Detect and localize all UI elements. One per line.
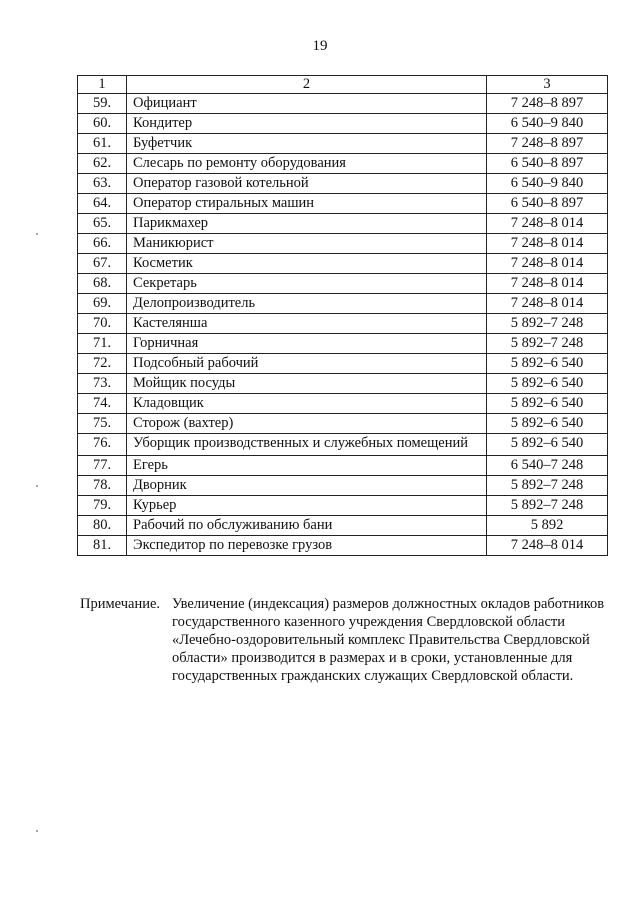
table-row bbox=[78, 274, 608, 294]
salary-range: 7 248–8 014 bbox=[487, 214, 608, 234]
scan-speck bbox=[36, 830, 38, 832]
salary-range: 7 248–8 014 bbox=[487, 234, 608, 254]
salary-range: 7 248–8 897 bbox=[487, 134, 608, 154]
row-number: 71. bbox=[78, 334, 127, 354]
position-title: Косметик bbox=[127, 254, 487, 274]
table-row bbox=[78, 354, 608, 374]
salary-range: 7 248–8 014 bbox=[487, 274, 608, 294]
table-row bbox=[78, 194, 608, 214]
table-row bbox=[78, 134, 608, 154]
salary-range: 5 892–6 540 bbox=[487, 354, 608, 374]
row-number: 65. bbox=[78, 214, 127, 234]
salary-range: 5 892–6 540 bbox=[487, 374, 608, 394]
table-row bbox=[78, 536, 608, 556]
column-header-number: 1 bbox=[78, 76, 127, 94]
salary-range: 5 892–6 540 bbox=[487, 414, 608, 434]
row-number: 60. bbox=[78, 114, 127, 134]
salary-range: 7 248–8 014 bbox=[487, 294, 608, 314]
row-number: 78. bbox=[78, 476, 127, 496]
position-title: Курьер bbox=[127, 496, 487, 516]
scan-speck bbox=[36, 485, 38, 487]
table-row bbox=[78, 374, 608, 394]
note-label: Примечание. bbox=[80, 596, 161, 612]
position-title: Официант bbox=[127, 94, 487, 114]
salary-range: 7 248–8 014 bbox=[487, 254, 608, 274]
row-number: 76. bbox=[78, 434, 127, 456]
position-title: Уборщик производственных и служебных помещений bbox=[127, 434, 487, 456]
table-body bbox=[78, 94, 608, 556]
table-row bbox=[78, 154, 608, 174]
position-title: Маникюрист bbox=[127, 234, 487, 254]
row-number: 62. bbox=[78, 154, 127, 174]
position-title: Кастелянша bbox=[127, 314, 487, 334]
table-row bbox=[78, 294, 608, 314]
position-title: Сторож (вахтер) bbox=[127, 414, 487, 434]
salary-range: 6 540–8 897 bbox=[487, 154, 608, 174]
column-header-title: 2 bbox=[127, 76, 487, 94]
table-row bbox=[78, 114, 608, 134]
row-number: 79. bbox=[78, 496, 127, 516]
position-title: Парикмахер bbox=[127, 214, 487, 234]
row-number: 74. bbox=[78, 394, 127, 414]
table-row bbox=[78, 214, 608, 234]
position-title: Мойщик посуды bbox=[127, 374, 487, 394]
row-number: 59. bbox=[78, 94, 127, 114]
position-title: Дворник bbox=[127, 476, 487, 496]
salary-range: 5 892–6 540 bbox=[487, 394, 608, 414]
row-number: 81. bbox=[78, 536, 127, 556]
row-number: 72. bbox=[78, 354, 127, 374]
table-row bbox=[78, 174, 608, 194]
table-row bbox=[78, 516, 608, 536]
row-number: 67. bbox=[78, 254, 127, 274]
position-title: Рабочий по обслуживанию бани bbox=[127, 516, 487, 536]
position-title: Горничная bbox=[127, 334, 487, 354]
row-number: 69. bbox=[78, 294, 127, 314]
position-title: Оператор газовой котельной bbox=[127, 174, 487, 194]
table-row bbox=[78, 434, 608, 456]
salary-range: 5 892–7 248 bbox=[487, 496, 608, 516]
salary-range: 6 540–9 840 bbox=[487, 174, 608, 194]
row-number: 64. bbox=[78, 194, 127, 214]
row-number: 80. bbox=[78, 516, 127, 536]
position-title: Делопроизводитель bbox=[127, 294, 487, 314]
salary-range: 6 540–7 248 bbox=[487, 456, 608, 476]
salary-range: 7 248–8 897 bbox=[487, 94, 608, 114]
table-row bbox=[78, 94, 608, 114]
salary-range: 7 248–8 014 bbox=[487, 536, 608, 556]
row-number: 63. bbox=[78, 174, 127, 194]
salary-table bbox=[77, 75, 608, 556]
salary-range: 6 540–9 840 bbox=[487, 114, 608, 134]
row-number: 68. bbox=[78, 274, 127, 294]
position-title: Кладовщик bbox=[127, 394, 487, 414]
salary-range: 5 892–7 248 bbox=[487, 334, 608, 354]
row-number: 70. bbox=[78, 314, 127, 334]
table-row bbox=[78, 314, 608, 334]
position-title: Экспедитор по перевозке грузов bbox=[127, 536, 487, 556]
position-title: Буфетчик bbox=[127, 134, 487, 154]
table-row bbox=[78, 476, 608, 496]
salary-range: 5 892–6 540 bbox=[487, 434, 608, 456]
position-title: Секретарь bbox=[127, 274, 487, 294]
position-title: Егерь bbox=[127, 456, 487, 476]
salary-range: 6 540–8 897 bbox=[487, 194, 608, 214]
page-number: 19 bbox=[312, 38, 328, 54]
row-number: 61. bbox=[78, 134, 127, 154]
position-title: Кондитер bbox=[127, 114, 487, 134]
scan-speck bbox=[36, 233, 38, 235]
table-row bbox=[78, 334, 608, 354]
note-text: Увеличение (индексация) размеров должностных окладов работников государственного казенного учреждения Свердловской области «Лечебно-оздоровительный комплекс Правительства Свердловской области» производится в размерах и в сроки, установленные для государственных гражданских служащих Свердловской области. bbox=[172, 596, 605, 684]
row-number: 73. bbox=[78, 374, 127, 394]
table-row bbox=[78, 496, 608, 516]
table-row bbox=[78, 456, 608, 476]
table-row bbox=[78, 254, 608, 274]
table-header-row bbox=[78, 76, 608, 94]
salary-range: 5 892 bbox=[487, 516, 608, 536]
row-number: 77. bbox=[78, 456, 127, 476]
salary-range: 5 892–7 248 bbox=[487, 314, 608, 334]
row-number: 66. bbox=[78, 234, 127, 254]
position-title: Слесарь по ремонту оборудования bbox=[127, 154, 487, 174]
row-number: 75. bbox=[78, 414, 127, 434]
table-row bbox=[78, 234, 608, 254]
column-header-salary: 3 bbox=[487, 76, 608, 94]
table-row bbox=[78, 394, 608, 414]
position-title: Оператор стиральных машин bbox=[127, 194, 487, 214]
salary-range: 5 892–7 248 bbox=[487, 476, 608, 496]
table-row bbox=[78, 414, 608, 434]
position-title: Подсобный рабочий bbox=[127, 354, 487, 374]
